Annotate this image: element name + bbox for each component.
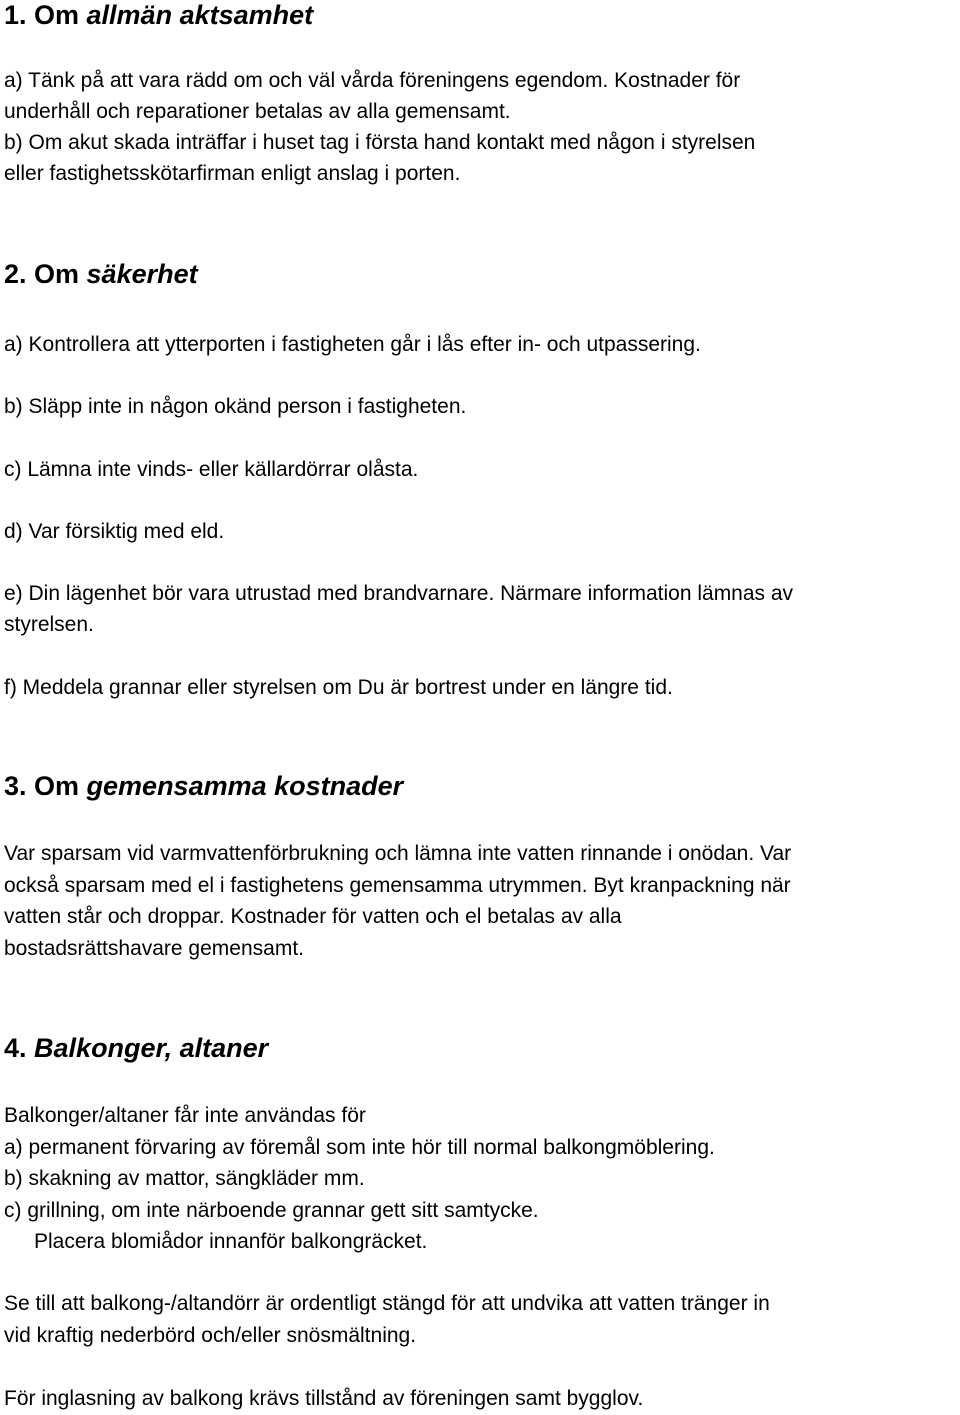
section-1-line-3: b) Om akut skada inträffar i huset tag i första hand kontakt med någon i styrelsen xyxy=(4,131,756,154)
section-4-item-c: c) grillning, om inte närboende grannar gett sitt samtycke. xyxy=(4,1199,539,1222)
section-2-item-e: e) Din lägenhet bör vara utrustad med brandvarnare. Närmare information lämnas av xyxy=(4,582,794,605)
section-2-heading xyxy=(4,256,198,292)
section-3-line-1: Var sparsam vid varmvattenförbrukning och lämna inte vatten rinnande i onödan. Var xyxy=(4,842,792,865)
section-4-glazing-line: För inglasning av balkong krävs tillstånd av föreningen samt bygglov. xyxy=(4,1387,644,1410)
section-4-intro: Balkonger/altaner får inte användas för xyxy=(4,1104,366,1127)
section-2-item-b: b) Släpp inte in någon okänd person i fastigheten. xyxy=(4,395,467,418)
section-2-item-f: f) Meddela grannar eller styrelsen om Du är bortrest under en längre tid. xyxy=(4,676,673,699)
section-1-line-2: underhåll och reparationer betalas av alla gemensamt. xyxy=(4,100,511,123)
section-3-number: 3. Om xyxy=(4,771,87,801)
section-4-item-b: b) skakning av mattor, sängkläder mm. xyxy=(4,1167,365,1190)
section-3-line-2: också sparsam med el i fastighetens gemensamma utrymmen. Byt kranpackning när xyxy=(4,874,791,897)
section-1-number: 1. Om xyxy=(4,0,87,30)
section-2-item-a: a) Kontrollera att ytterporten i fastigheten går i lås efter in- och utpassering. xyxy=(4,333,701,356)
section-2-item-c: c) Lämna inte vinds- eller källardörrar olåsta. xyxy=(4,458,419,481)
section-3-heading xyxy=(4,768,403,804)
section-4-title: Balkonger, altaner xyxy=(34,1033,269,1063)
section-3-title: gemensamma kostnader xyxy=(86,771,404,801)
section-4-door-line-2: vid kraftig nederbörd och/eller snösmältning. xyxy=(4,1324,417,1347)
section-2-item-d: d) Var försiktig med eld. xyxy=(4,520,225,543)
section-3-line-4: bostadsrättshavare gemensamt. xyxy=(4,937,304,960)
section-1-heading xyxy=(4,0,313,33)
section-4-item-c-note: Placera blomiådor innanför balkongräcket. xyxy=(34,1230,428,1253)
section-4-number: 4. xyxy=(4,1033,35,1063)
section-4-item-a: a) permanent förvaring av föremål som inte hör till normal balkongmöblering. xyxy=(4,1136,715,1159)
section-2-title: säkerhet xyxy=(86,259,198,289)
section-1-line-4: eller fastighetsskötarfirman enligt anslag i porten. xyxy=(4,162,461,185)
section-1-line-1: a) Tänk på att vara rädd om och väl vårda föreningens egendom. Kostnader för xyxy=(4,69,741,92)
section-2-number: 2. Om xyxy=(4,259,87,289)
section-2-item-e-cont: styrelsen. xyxy=(4,613,94,636)
section-4-door-line-1: Se till att balkong-/altandörr är ordentligt stängd för att undvika att vatten tränger in xyxy=(4,1292,770,1315)
section-1-title: allmän aktsamhet xyxy=(86,0,314,30)
section-4-heading xyxy=(4,1030,268,1066)
section-3-line-3: vatten står och droppar. Kostnader för vatten och el betalas av alla xyxy=(4,905,622,928)
